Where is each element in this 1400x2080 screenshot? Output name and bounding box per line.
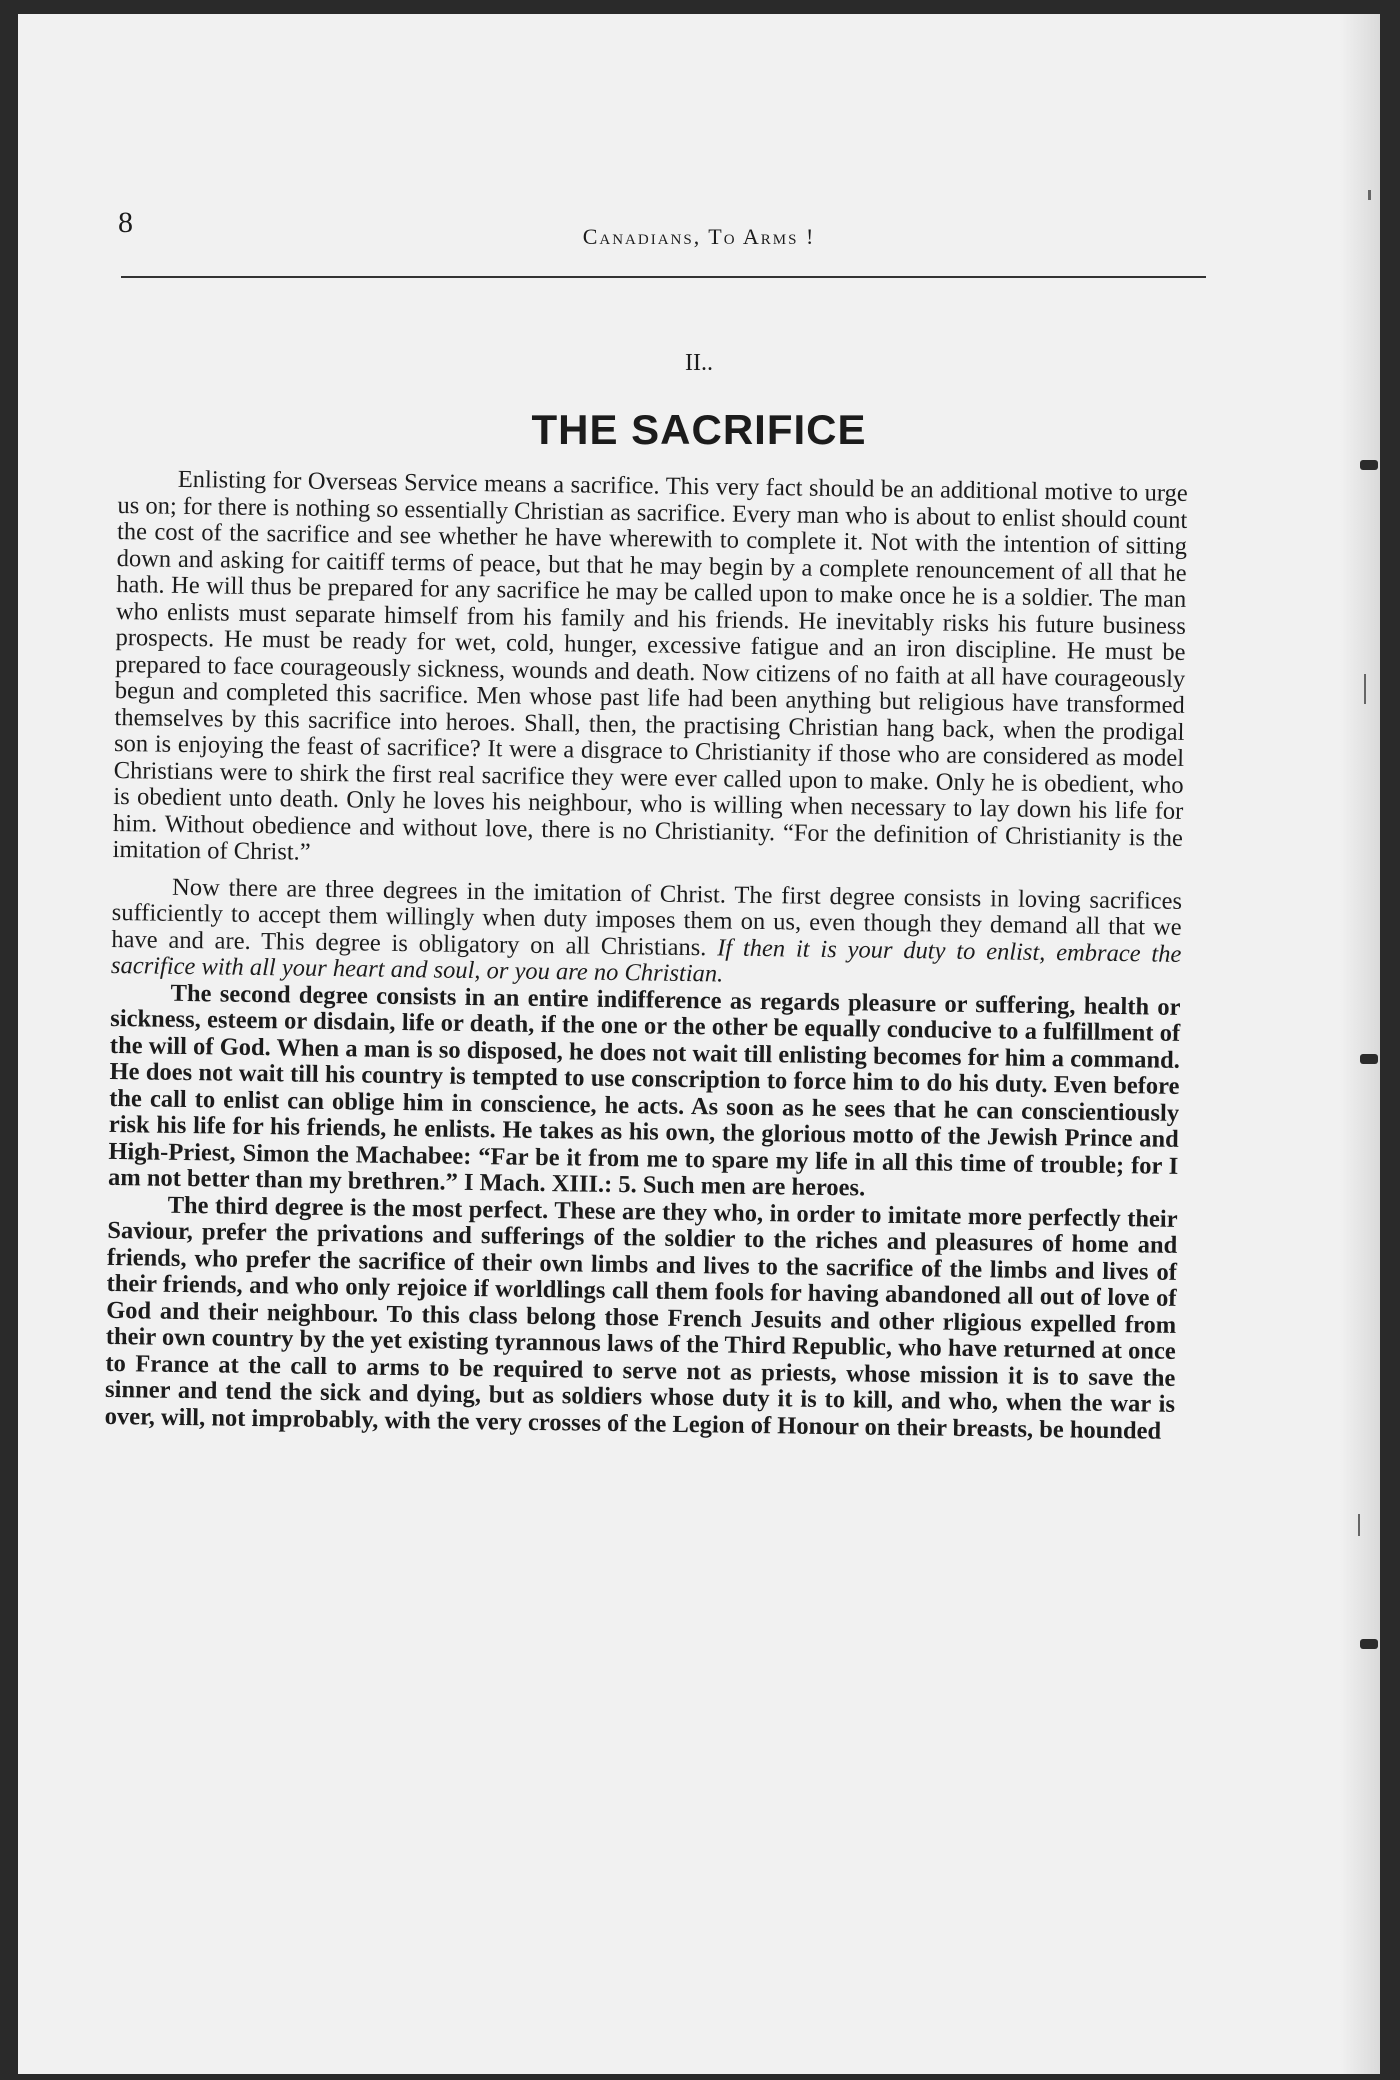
margin-mark xyxy=(1360,460,1378,470)
running-head: Canadians, To Arms ! xyxy=(582,224,816,249)
paragraph-2-text: Now there are three degrees in the imitation of Christ. The first degree consists in loving sacrifices sufficiently to accept them willingly when duty imposes them on us, even though they demand all that we have and are. This degree is obligatory on all Christians. xyxy=(111,873,1183,961)
scan-speck xyxy=(1368,190,1371,200)
scanned-page xyxy=(18,14,1380,2074)
body-text xyxy=(105,466,1188,1445)
section-number: II.. xyxy=(685,350,713,376)
header-rule xyxy=(121,276,1206,278)
paragraph-3: The second degree consists in an entire indifference as regards pleasure or suffering, health or sickness, esteem or disdain, life or death, if the one or the other be equally conducive to a fulfillment of the will of God. When a man is so disposed, he does not wait till enlisting becomes for him a command. He does not wait till his country is tempted to use conscription to force him to do his duty. Even before the call to enlist can oblige him in conscience, he acts. As soon as he sees that he can conscientiously risk his life for his friends, he enlists. He takes as his own, the glorious motto of the Jewish Prince and High-Priest, Simon the Machabee: “Far be it from me to spare my life in all this time of trouble; for I am not better than my brethren.” I Mach. XIII.: 5. Such men are heroes. xyxy=(107,979,1181,1202)
page-edge-shadow xyxy=(1340,14,1380,2074)
paragraph-4: The third degree is the most perfect. These are they who, in order to imitate more perfectly their Saviour, prefer the privations and sufferings of the soldier to the riches and pleasures of home and friends, who prefer the sacrifice of their own limbs and lives to the sacrifice of the limbs and lives of their friends, and who only rejoice if worldlings call them fools for having abandoned all out of love of God and their neighbour. To this class belong those French Jesuits and other rligious expelled from their own country by the yet existing tyrannous laws of the Third Republic, who have returned at once to France at the call to arms to be required to serve not as priests, whose mission it is to save the sinner and tend the sick and dying, but as soldiers whose duty it is to kill, and who, when the war is over, will, not improbably, with the very crosses of the Legion of Honour on their breasts, be hounded xyxy=(104,1191,1178,1445)
margin-mark xyxy=(1360,1639,1378,1649)
scan-speck xyxy=(1358,1514,1360,1536)
chapter-title: THE SACRIFICE xyxy=(531,406,867,453)
paragraph-1: Enlisting for Overseas Service means a sacrifice. This very fact should be an additional motive to urge us on; for there is nothing so essentially Christian as sacrifice. Every man who is about to enlist should count the cost of the sacrifice and see whether he have wherewith to complete it. Not with the intention of sitting down and asking for caitiff terms of peace, but that he may begin by a complete renouncement of all that he hath. He will thus be prepared for any sacrifice he may be called upon to make once he is a soldier. The man who enlists must separate himself from his family and his friends. He inevitably risks his future business prospects. He must be ready for wet, cold, hunger, excessive fatigue and an iron discipline. He must be prepared to face courageously sickness, wounds and death. Now citizens of no faith at all have courageously begun and completed this sacrifice. Men whose past life had been anything but religious have transformed themselves by this sacrifice into heroes. Shall, then, the practising Christian hang back, when the prodigal son is enjoying the feast of sacrifice? It were a disgrace to Christianity if those who are considered as model Christians were to shirk the first real sacrifice they were ever called upon to make. Only he is obedient, who is obedient unto death. Only he loves his neighbour, who is willing when necessary to lay down his life for him. Without obedience and without love, there is no Christianity. “For the definition of Christianity is the imitation of Christ.” xyxy=(112,465,1188,866)
paragraph-2-italic: If then it is your duty to enlist, embrace the sacrifice with all your heart and soul, or you are no Christian. xyxy=(110,933,1182,988)
margin-mark xyxy=(1360,1054,1378,1064)
paragraph-2 xyxy=(111,873,1182,994)
page-number: 8 xyxy=(118,206,133,239)
scan-speck xyxy=(1364,674,1366,704)
